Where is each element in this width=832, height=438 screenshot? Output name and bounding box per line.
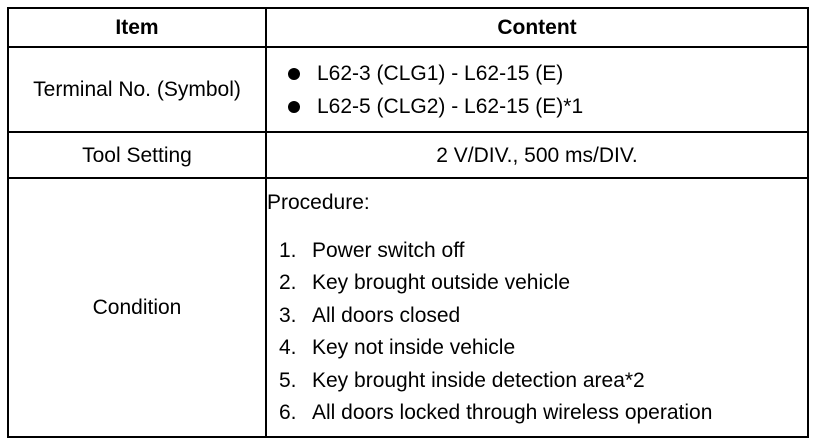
terminal-pair: L62-5 (CLG2) - L62-15 (E)*1 xyxy=(317,94,584,118)
step-text: All doors closed xyxy=(312,303,461,327)
terminal-pair: L62-3 (CLG1) - L62-15 (E) xyxy=(317,61,564,85)
procedure-step xyxy=(279,397,807,430)
procedure-steps xyxy=(267,235,807,430)
step-number: 5. xyxy=(279,368,297,392)
tool-label: Tool Setting xyxy=(8,132,266,178)
bullet-icon xyxy=(288,101,300,113)
terminal-label: Terminal No. (Symbol) xyxy=(8,47,266,132)
procedure-step xyxy=(279,365,807,398)
tool-value: 2 V/DIV., 500 ms/DIV. xyxy=(266,132,808,178)
step-text: Key not inside vehicle xyxy=(312,336,516,359)
procedure-step xyxy=(279,235,807,268)
tool-row xyxy=(8,132,808,178)
list-item xyxy=(285,90,807,123)
procedure-step xyxy=(279,332,807,365)
header-row xyxy=(8,8,808,47)
step-text: Key brought inside detection area*2 xyxy=(312,368,645,392)
step-number: 3. xyxy=(279,303,297,327)
header-item: Item xyxy=(8,8,266,47)
list-item xyxy=(285,57,807,90)
step-number: 6. xyxy=(279,401,297,424)
step-text: Key brought outside vehicle xyxy=(312,271,570,294)
step-number: 2. xyxy=(279,271,297,294)
procedure-step xyxy=(279,267,807,300)
condition-label: Condition xyxy=(8,178,266,437)
terminal-row xyxy=(8,47,808,132)
step-number: 1. xyxy=(279,238,297,262)
header-content: Content xyxy=(266,8,808,47)
spec-table xyxy=(7,7,809,438)
terminal-list xyxy=(267,57,807,123)
procedure-step xyxy=(279,300,807,333)
step-text: All doors locked through wireless operation xyxy=(312,401,713,424)
condition-content xyxy=(266,178,808,437)
terminal-content xyxy=(266,47,808,132)
bullet-icon xyxy=(288,68,300,80)
procedure-label: Procedure: xyxy=(267,190,370,214)
condition-row xyxy=(8,178,808,437)
step-number: 4. xyxy=(279,336,297,359)
step-text: Power switch off xyxy=(312,238,465,262)
